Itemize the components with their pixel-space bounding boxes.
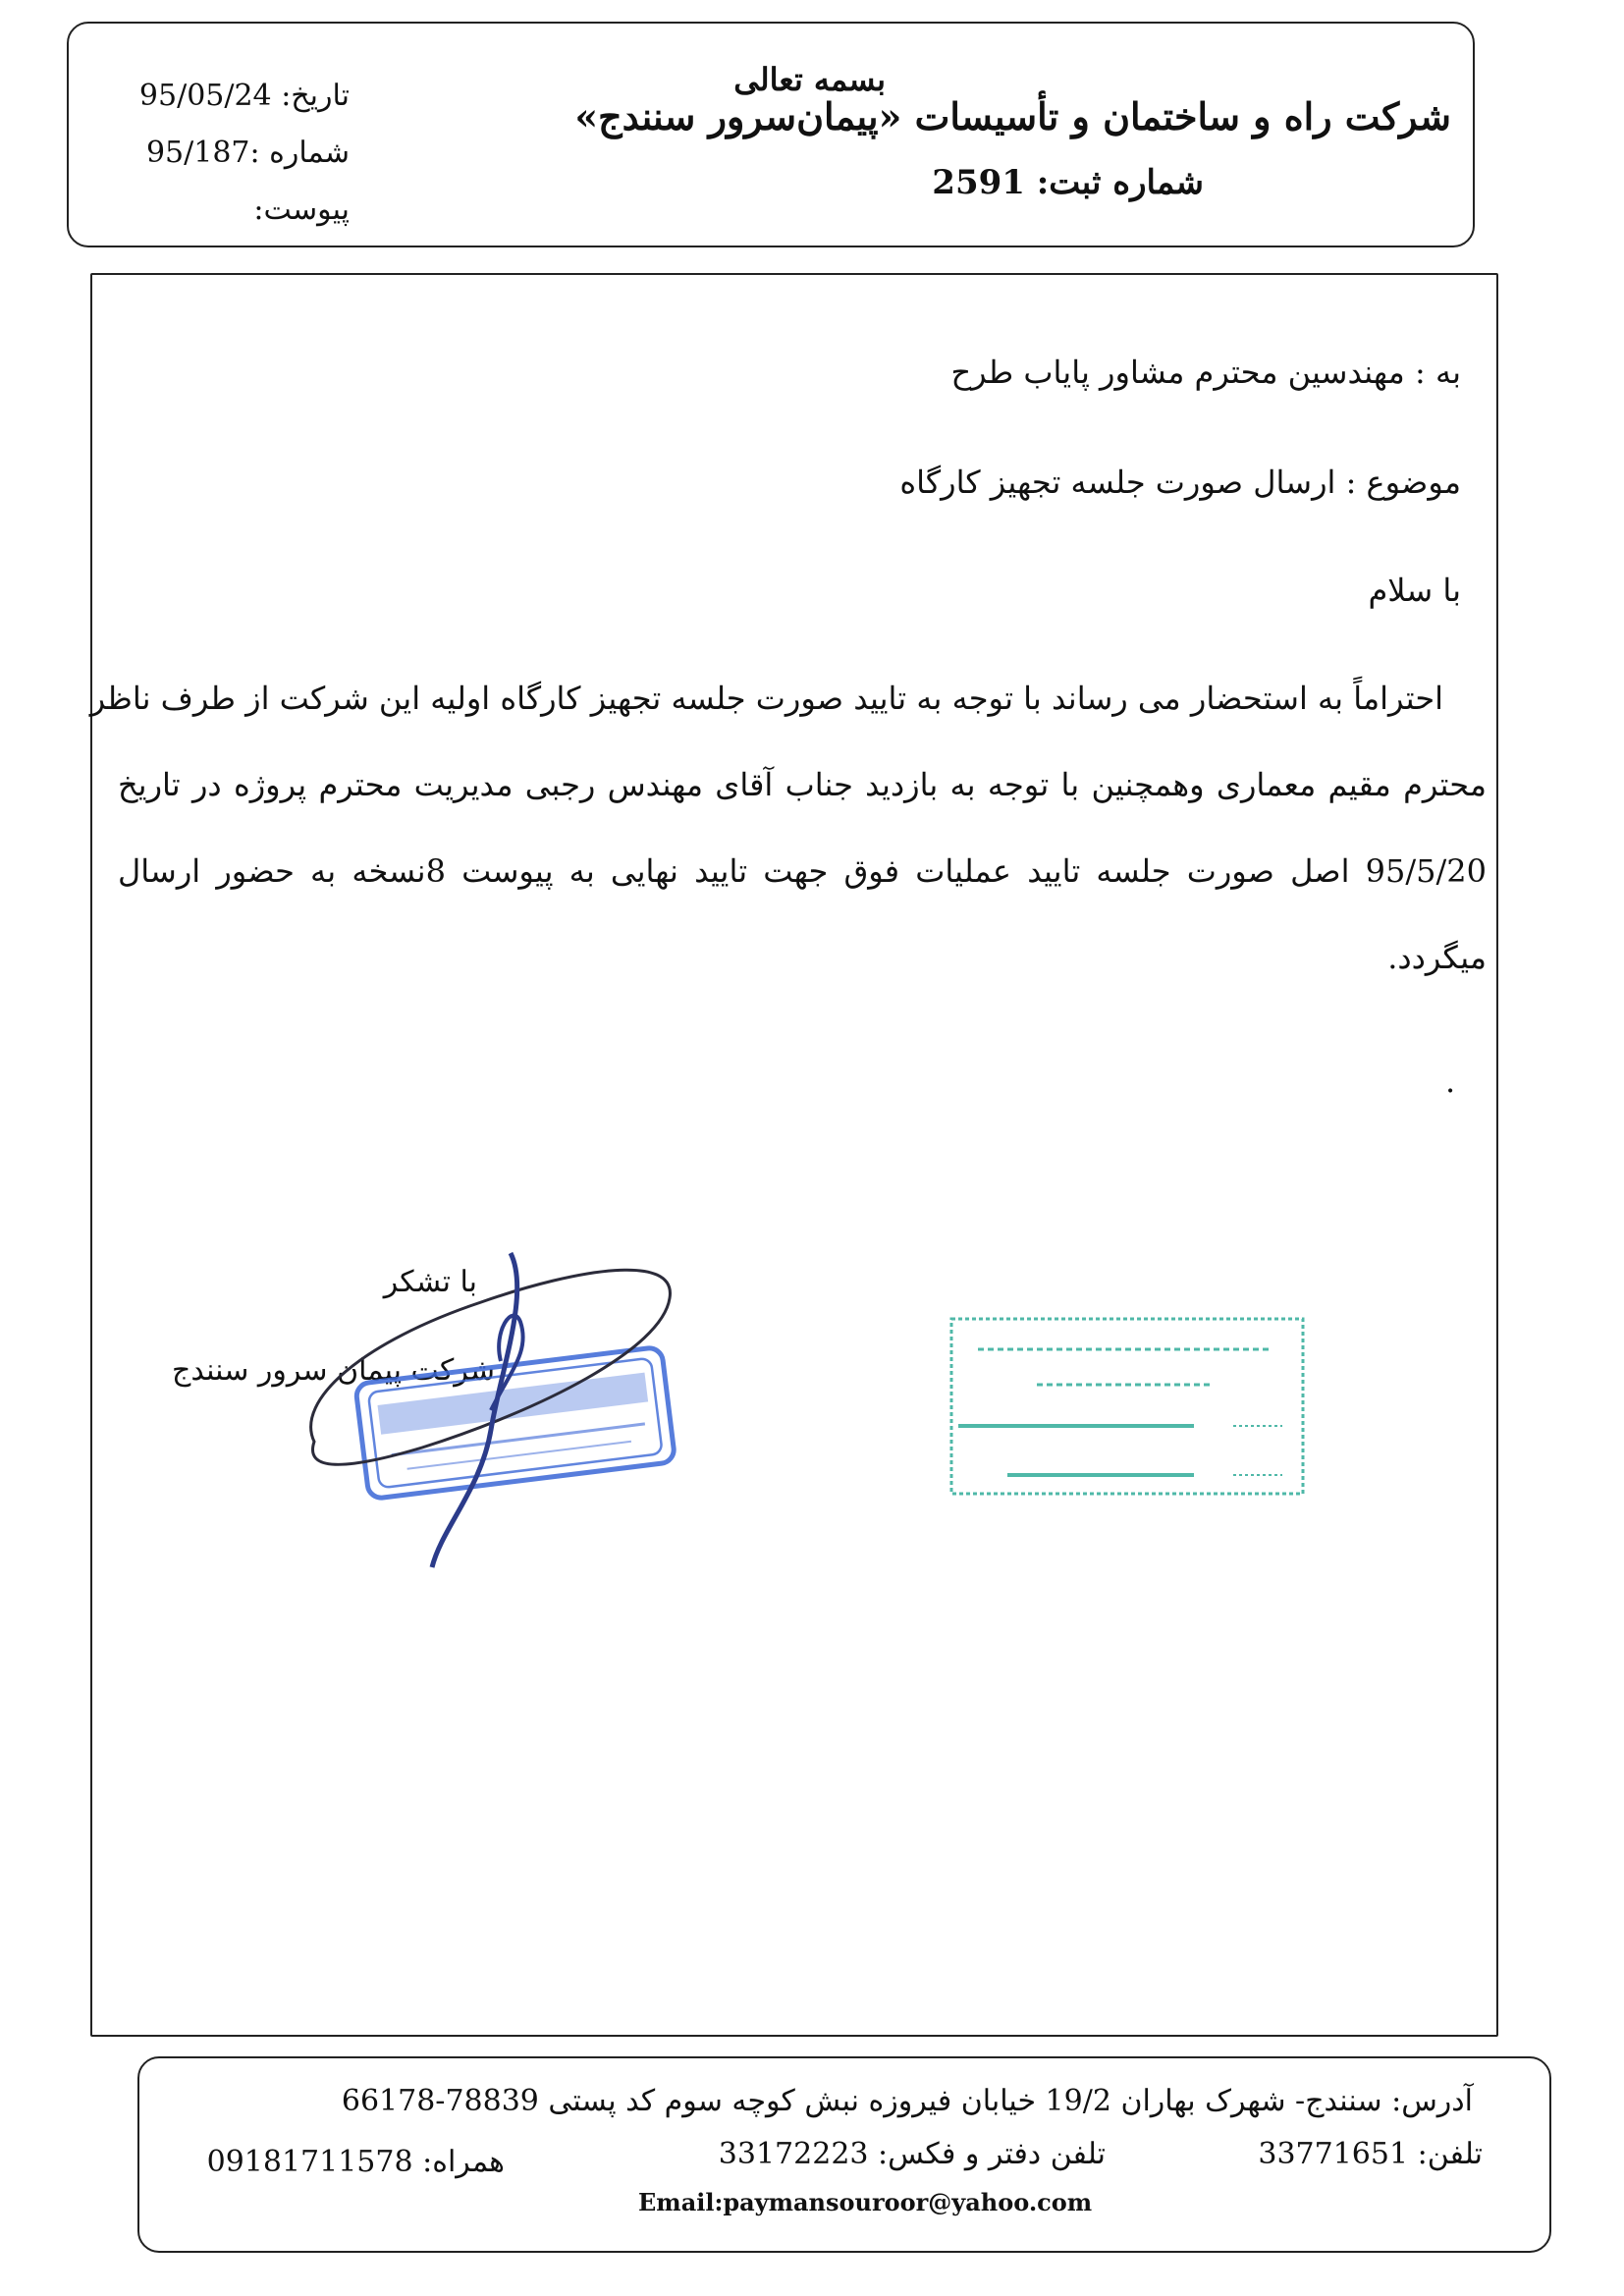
- registration-number: شماره ثبت: 2591: [932, 163, 1204, 202]
- signer-company: شرکت پیمان سرور سنندج: [172, 1353, 495, 1388]
- subject-line: موضوع : ارسال صورت جلسه تجهیز کارگاه: [899, 464, 1461, 501]
- closing: با تشکر: [383, 1265, 477, 1299]
- office-phone-fax: تلفن دفتر و فکس: 33172223: [718, 2137, 1106, 2171]
- recipient-line: به : مهندسین محترم مشاور پایاب طرح: [950, 354, 1461, 391]
- basmala: بسمه تعالی: [733, 61, 886, 98]
- letter-attachment: پیوست:: [253, 192, 350, 227]
- company-mobile: همراه: 09181711578: [206, 2145, 505, 2179]
- paragraph-line: میگردد.: [1387, 939, 1487, 976]
- company-phone: تلفن: 33771651: [1258, 2137, 1483, 2171]
- trailing-dot: .: [1445, 1063, 1456, 1100]
- company-address: آدرس: سنندج- شهرک بهاران 19/2 خیابان فیروزه نبش کوچه سوم کد پستی 78839-66178: [341, 2084, 1473, 2118]
- paragraph-line: احتراماً به استحضار می رساند با توجه به تایید صورت جلسه تجهیز کارگاه اولیه این شرکت از طرف ناظر: [89, 680, 1443, 717]
- greeting: با سلام: [1368, 572, 1461, 609]
- paragraph-line: 95/5/20 اصل صورت جلسه تایید عملیات فوق جهت تایید نهایی به پیوست 8نسخه به حضور ارسال: [118, 852, 1488, 890]
- paragraph-line: محترم مقیم معماری وهمچنین با توجه به بازدید جناب آقای مهندس رجبی مدیریت محترم پروژه در تاریخ: [118, 766, 1487, 803]
- company-name: شرکت راه و ساختمان و تأسیسات «پیمان‌سرور سنندج»: [574, 94, 1451, 138]
- signature: [285, 1214, 697, 1577]
- letter-body-frame: [90, 273, 1498, 2037]
- receipt-stamp: [948, 1316, 1306, 1497]
- company-email: Email:paymansouroor@yahoo.com: [638, 2188, 1093, 2216]
- letter-number: شماره :95/187: [145, 136, 350, 170]
- letter-date: تاریخ: 95/05/24: [138, 79, 350, 113]
